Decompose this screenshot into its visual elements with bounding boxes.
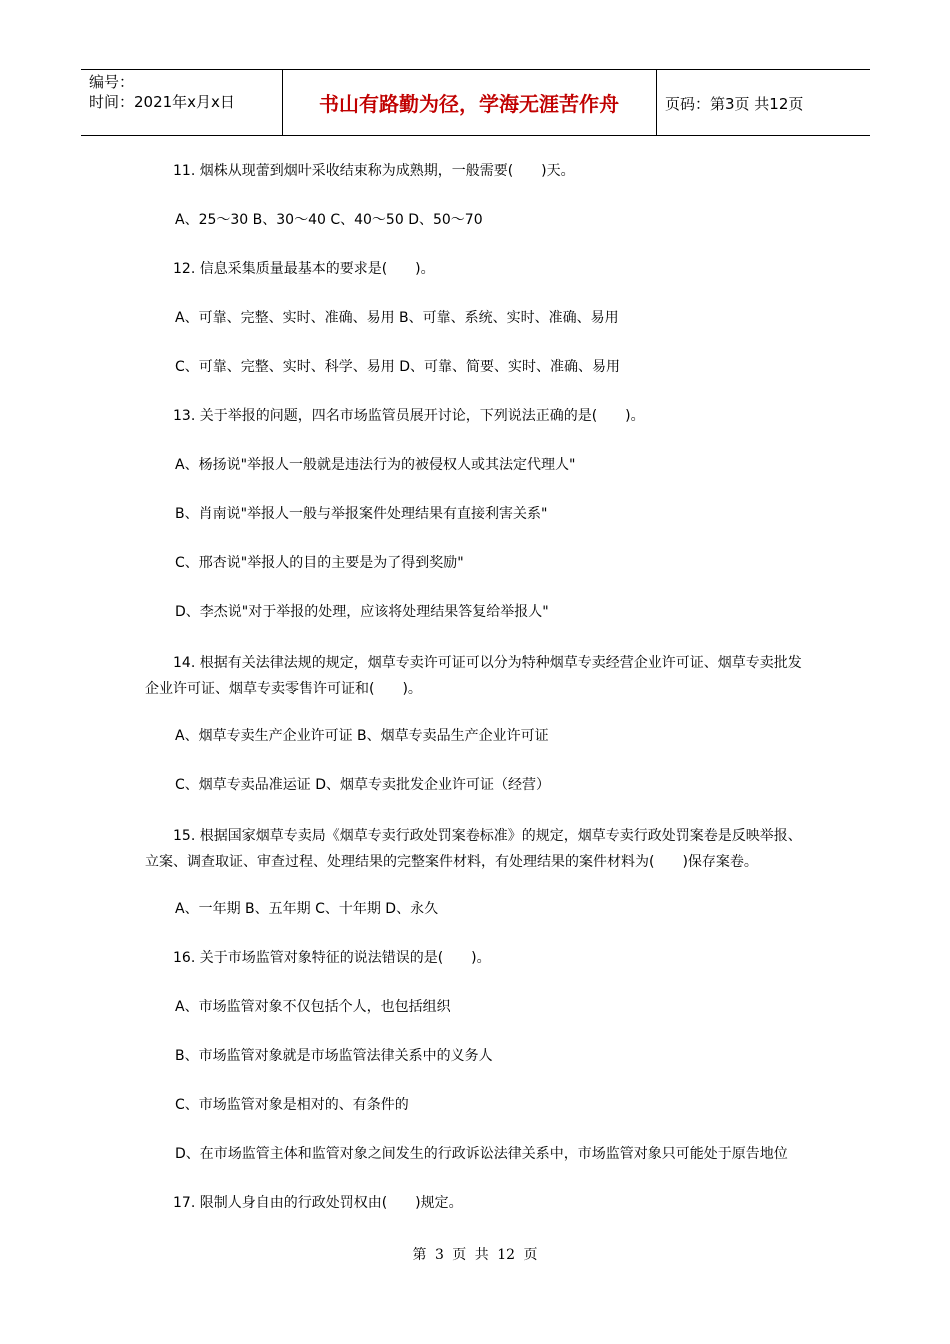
question-13-option-b: B、肖南说"举报人一般与举报案件处理结果有直接利害关系" [175, 506, 548, 522]
question-16: 16. 关于市场监管对象特征的说法错误的是( )。 [173, 950, 491, 966]
question-16-option-b: B、市场监管对象就是市场监管法律关系中的义务人 [175, 1048, 493, 1064]
question-13-option-c: C、邢杏说"举报人的目的主要是为了得到奖励" [175, 555, 464, 571]
document-body [145, 160, 815, 1241]
question-12-options-ab: A、可靠、完整、实时、准确、易用 B、可靠、系统、实时、准确、易用 [175, 310, 619, 326]
document-number-label: 编号： [89, 73, 135, 91]
header-page-number: 页码：第3页 共12页 [665, 95, 804, 113]
question-16-option-d: D、在市场监管主体和监管对象之间发生的行政诉讼法律关系中，市场监管对象只可能处于原告地位 [175, 1146, 788, 1162]
header-info [89, 72, 235, 112]
question-17: 17. 限制人身自由的行政处罚权由( )规定。 [173, 1195, 463, 1211]
question-14-options-ab: A、烟草专卖生产企业许可证 B、烟草专卖品生产企业许可证 [175, 728, 549, 744]
question-14-options-cd: C、烟草专卖品准运证 D、烟草专卖批发企业许可证（经营） [175, 777, 551, 793]
header-divider-right [656, 70, 657, 136]
question-15: 15. 根据国家烟草专卖局《烟草专卖行政处罚案卷标准》的规定，烟草专卖行政处罚案卷是反映举报、立案、调查取证、审查过程、处理结果的完整案件材料，有处理结果的案件材料为( )保存案卷。 [145, 828, 802, 870]
question-15-options: A、一年期 B、五年期 C、十年期 D、永久 [175, 901, 439, 917]
question-11-options: A、25～30 B、30～40 C、40～50 D、50～70 [175, 212, 483, 228]
question-16-option-c: C、市场监管对象是相对的、有条件的 [175, 1097, 409, 1113]
question-14: 14. 根据有关法律法规的规定，烟草专卖许可证可以分为特种烟草专卖经营企业许可证、烟草专卖批发企业许可证、烟草专卖零售许可证和( )。 [145, 655, 802, 697]
question-16-option-a: A、市场监管对象不仅包括个人，也包括组织 [175, 999, 451, 1015]
question-12: 12. 信息采集质量最基本的要求是( )。 [173, 261, 435, 277]
document-date-label: 时间：2021年x月x日 [89, 93, 235, 111]
page-footer: 第 3 页 共 12 页 [412, 1247, 538, 1263]
question-12-options-cd: C、可靠、完整、实时、科学、易用 D、可靠、简要、实时、准确、易用 [175, 359, 621, 375]
question-13-option-a: A、杨扬说"举报人一般就是违法行为的被侵权人或其法定代理人" [175, 457, 576, 473]
question-13: 13. 关于举报的问题，四名市场监管员展开讨论，下列说法正确的是( )。 [173, 408, 645, 424]
header-motto: 书山有路勤为径，学海无涯苦作舟 [319, 92, 619, 116]
question-13-option-d: D、李杰说"对于举报的处理，应该将处理结果答复给举报人" [175, 604, 549, 620]
header-table [81, 69, 870, 136]
question-11: 11. 烟株从现蕾到烟叶采收结束称为成熟期，一般需要( )天。 [173, 163, 575, 179]
